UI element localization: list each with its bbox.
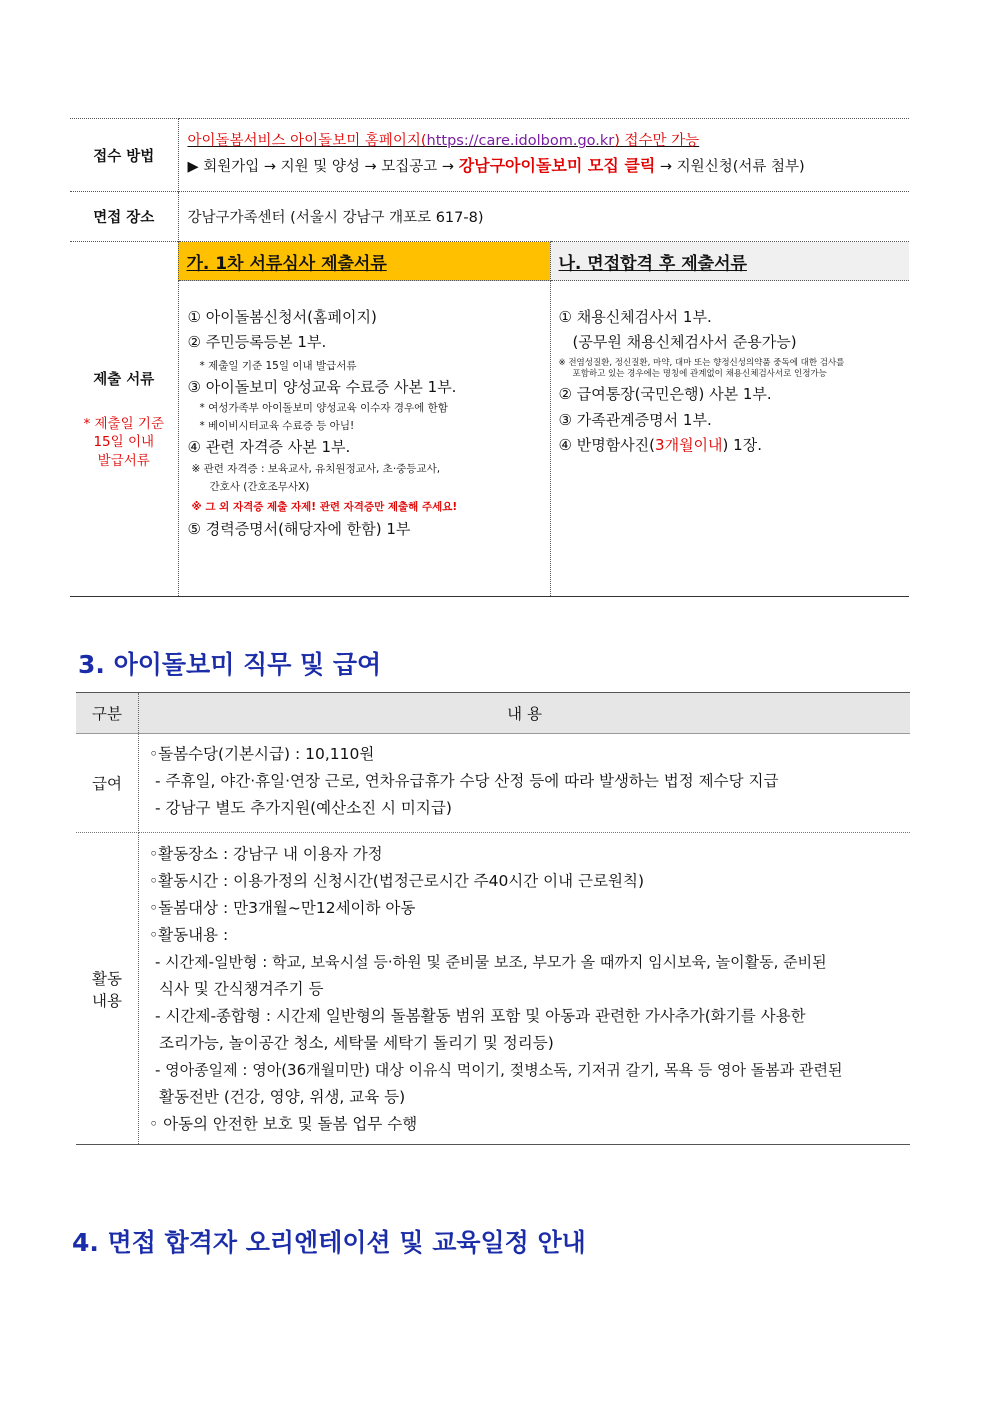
col-a-item-2: ② 주민등록등본 1부. (187, 333, 327, 352)
col-a-item-5: ⑤ 경력증명서(해당자에 한함) 1부 (187, 520, 411, 539)
col-a-item-4-warning: ※ 그 외 자격증 제출 자제! 관련 자격증만 제출해 주세요! (191, 500, 458, 513)
activity-row (76, 833, 910, 1145)
duties-pay-table (76, 692, 910, 1145)
col-a-item-2-note: * 제출일 기준 15일 이내 발급서류 (199, 359, 357, 372)
arrow-icon: ▶ (187, 159, 204, 175)
activity-line-9: - 영아종일제 : 영아(36개월미만) 대상 이유식 먹이기, 젖병소독, 기저귀 갈기, 목욕 등 영아 돌봄과 관련된 (155, 1061, 843, 1079)
activity-line-7: - 시간제-종합형 : 시간제 일반형의 돌봄활동 범위 포함 및 아동과 관련한 가사추가(화기를 사용한 (155, 1007, 806, 1025)
col-a-item-1: ① 아이돌봄신청서(홈페이지) (187, 308, 377, 326)
activity-line-1: ◦활동장소 : 강남구 내 이용자 가정 (149, 845, 383, 863)
col-b-title: 나. 면접합격 후 제출서류 (558, 253, 747, 274)
activity-line-2: ◦활동시간 : 이용가정의 신청시간(법정근로시간 주40시간 이내 근로원칙) (149, 872, 644, 890)
pay-row (76, 734, 910, 833)
col-a-item-4: ④ 관련 자격증 사본 1부. (187, 438, 351, 457)
section-4-title: 4. 면접 합격자 오리엔테이션 및 교육일정 안내 (72, 1228, 586, 1257)
application-info-table (70, 118, 909, 597)
activity-line-10: 활동전반 (건강, 영양, 위생, 교육 등) (159, 1088, 406, 1106)
activity-line-3: ◦돌봄대상 : 만3개월~만12세이하 아동 (149, 899, 416, 917)
col-b-item-1-sub: (공무원 채용신체검사서 준용가능) (572, 333, 797, 352)
pay-line-2: - 주휴일, 야간·휴일·연장 근로, 연차유급휴가 수당 산정 등에 따라 발생하는 법정 제수당 지급 (155, 772, 779, 790)
documents-label: 제출 서류 (93, 372, 155, 389)
reception-row (70, 119, 909, 192)
duties-header-row (76, 693, 910, 734)
reception-line-2: ▶ 회원가입 → 지원 및 양성 → 모집공고 → 강남구아이돌보미 모집 클릭 → 지원신청(서류 첨부) (187, 156, 805, 175)
col-b-item-2: ② 급여통장(국민은행) 사본 1부. (558, 385, 772, 404)
documents-note: * 제출일 기준 15일 이내 발급서류 (83, 416, 165, 469)
interview-label: 면접 장소 (70, 192, 178, 242)
activity-line-5: - 시간제-일반형 : 학교, 보육시설 등·하원 및 준비물 보조, 부모가 올 때까지 임시보육, 놀이활동, 준비된 (155, 953, 827, 971)
activity-label: 활동 내용 (76, 833, 139, 1145)
col-a-item-3: ③ 아이돌보미 양성교육 수료증 사본 1부. (187, 377, 457, 396)
pay-label: 급여 (76, 734, 139, 833)
reception-label: 접수 방법 (70, 119, 178, 192)
section-3-title: 3. 아이돌보미 직무 및 급여 (78, 650, 382, 679)
col-a-item-3-note-1: * 여성가족부 아이돌보미 양성교육 이수자 경우에 한함 (199, 401, 448, 414)
activity-line-4: ◦활동내용 : (149, 926, 229, 944)
col-a-item-4-note-2: 간호사 (간호조무사X) (209, 480, 310, 493)
col-b-item-1-note-2: 포함하고 있는 경우에는 명칭에 관계없이 채용신체검사서로 인정가능 (572, 368, 827, 379)
activity-line-6: 식사 및 간식챙겨주기 등 (159, 980, 324, 998)
activity-line-8: 조리가능, 놀이공간 청소, 세탁물 세탁기 돌리기 및 정리등) (159, 1034, 554, 1052)
activity-line-11: ◦ 아동의 안전한 보호 및 돌봄 업무 수행 (149, 1115, 418, 1133)
documents-header-row (70, 242, 909, 281)
header-category: 구분 (76, 693, 139, 734)
col-b-item-3: ③ 가족관계증명서 1부. (558, 410, 712, 429)
col-a-title: 가. 1차 서류심사 제출서류 (186, 253, 387, 274)
pay-line-3: - 강남구 별도 추가지원(예산소진 시 미지급) (155, 799, 452, 817)
pay-line-1: ◦돌봄수당(기본시급) : 10,110원 (149, 745, 375, 763)
col-a-item-4-note-1: ※ 관련 자격증 : 보육교사, 유치원정교사, 초·중등교사, (191, 462, 441, 475)
col-a-item-3-note-2: * 베이비시터교육 수료증 등 아님! (199, 420, 355, 433)
col-b-item-1: ① 채용신체검사서 1부. (558, 308, 712, 326)
reception-line-1: 아이돌봄서비스 아이돌보미 홈페이지(https://care.idolbom.go.kr) 접수만 가능 (187, 133, 700, 150)
recruit-click-highlight: 강남구아이돌보미 모집 클릭 (458, 156, 656, 175)
interview-row (70, 192, 909, 242)
col-b-item-1-note-1: ※ 전염성질환, 정신질환, 마약, 대마 또는 향정신성의약품 중독에 대한 검사를 (558, 357, 845, 368)
interview-location: 강남구가족센터 (서울시 강남구 개포로 617-8) (178, 192, 909, 242)
header-content: 내 용 (139, 693, 911, 734)
col-b-item-4: ④ 반명함사진(3개월이내) 1장. (558, 435, 762, 454)
homepage-link[interactable]: https://care.idolbom.go.kr (426, 133, 615, 150)
documents-content-row (70, 281, 909, 597)
